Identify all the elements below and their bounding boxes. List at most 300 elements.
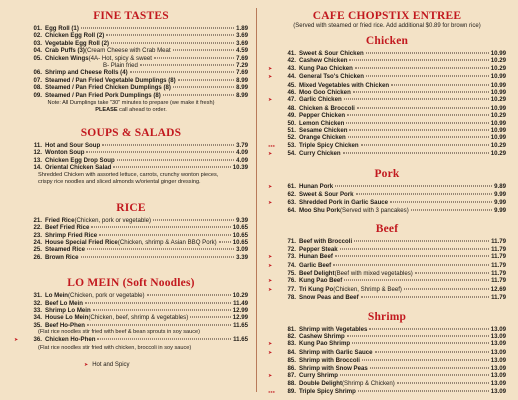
item-price: 10.65 <box>232 224 248 232</box>
menu-item <box>14 164 248 171</box>
salad-desc-1: Shredded Chicken with assorted lettuce, carrots, crunchy wonton pieces, <box>38 171 219 178</box>
dot-leader <box>335 185 492 186</box>
menu-item <box>268 238 506 245</box>
menu-item <box>268 286 506 294</box>
item-number: 25. <box>33 246 42 254</box>
item-price: 10.65 <box>232 238 248 246</box>
dot-leader <box>102 145 234 146</box>
item-price: 10.65 <box>232 231 248 239</box>
item-number: 61. <box>287 182 296 190</box>
dot-leader <box>91 227 230 228</box>
hot-spicy-icon: ➤ <box>268 341 273 348</box>
menu-item <box>268 89 506 96</box>
item-number: 48. <box>287 104 296 112</box>
pork-list <box>268 183 506 215</box>
menu-item <box>268 349 506 357</box>
item-number: 14. <box>33 164 42 172</box>
item-price: 11.65 <box>233 321 248 329</box>
item-name: Oriental Chicken Salad <box>45 164 112 172</box>
fine-tastes-list-2 <box>14 69 248 99</box>
section-title-beef: Beef <box>375 223 399 236</box>
item-desc: (Beef with mixed vegetables) <box>334 269 413 277</box>
item-price: 11.79 <box>491 253 506 261</box>
item-desc: (Chicken, pork or vegetable) <box>74 216 152 224</box>
item-price: 12.99 <box>232 306 248 314</box>
dot-leader <box>335 256 489 257</box>
dot-leader <box>404 288 489 289</box>
dot-leader <box>370 367 489 368</box>
menu-item <box>268 142 506 150</box>
hot-spicy-icon: ➤ <box>268 278 273 285</box>
item-number: 01. <box>33 25 42 32</box>
item-price: 3.09 <box>236 246 248 254</box>
dot-leader <box>366 76 489 77</box>
item-number: 12. <box>33 149 42 157</box>
item-price: 3.69 <box>236 32 248 40</box>
item-name: House Special Fried Rice <box>45 238 118 246</box>
item-desc: (Chicken, Shrimp & Beef) <box>333 285 402 293</box>
item-name: Shredded Pork in Garlic Sauce <box>299 198 389 206</box>
section-title-chopstix: CAFE CHOPSTIX ENTREE <box>312 10 462 22</box>
menu-item <box>14 55 248 62</box>
item-name: Steamed / Pan Fried Vegetable Dumplings (8) <box>45 76 176 84</box>
item-number: 86. <box>287 364 296 372</box>
dot-leader <box>178 79 234 80</box>
item-number: 23. <box>33 231 42 239</box>
item-number: 87. <box>287 372 296 379</box>
item-number: 88. <box>287 380 296 388</box>
menu-item <box>14 47 248 54</box>
item-name: Crab Puffs (3) <box>45 47 85 55</box>
menu-item <box>268 150 506 158</box>
menu-item <box>14 224 248 231</box>
dot-leader <box>356 194 493 195</box>
menu-item <box>14 246 248 253</box>
menu-item <box>268 96 506 104</box>
item-sub-label: B- Plain fried <box>103 62 138 70</box>
item-number: 83. <box>287 340 296 348</box>
item-number: 45. <box>287 81 296 89</box>
dot-leader <box>153 219 234 220</box>
item-number: 43. <box>287 64 296 72</box>
item-price: 13.09 <box>490 387 506 395</box>
item-number: 22. <box>33 224 42 232</box>
item-number: 64. <box>287 206 296 214</box>
item-name: Beef Fried Rice <box>45 224 90 232</box>
dot-leader <box>117 159 234 160</box>
item-price: 10.99 <box>490 81 506 89</box>
dot-leader <box>375 351 489 352</box>
item-number: 71. <box>287 238 296 246</box>
right-column <box>268 10 506 396</box>
item-name: Brown Rice <box>45 253 79 261</box>
dot-leader <box>87 324 231 325</box>
item-name: Shrimp with Vegetables <box>299 325 368 333</box>
menu-item <box>14 157 248 164</box>
item-price: 8.99 <box>236 76 248 84</box>
menu-item <box>14 314 248 321</box>
dot-leader <box>154 57 234 58</box>
item-name: Kung Pao Shrimp <box>299 340 351 348</box>
item-name: Shrimp Lo Mein <box>45 306 91 314</box>
item-number: 82. <box>287 332 296 340</box>
item-price: 10.99 <box>490 104 506 112</box>
hot-spicy-icon: ➤ <box>268 254 273 261</box>
item-name: General Tso's Chicken <box>299 73 365 81</box>
dot-leader <box>81 256 235 257</box>
item-number: 77. <box>287 285 296 293</box>
dot-leader <box>346 122 488 123</box>
menu-item <box>14 307 248 314</box>
item-price: 10.99 <box>490 119 506 127</box>
item-desc: (Chicken, pork or vegetable) <box>68 292 145 300</box>
menu-item <box>14 149 248 156</box>
hot-spicy-icon: ➤➤➤ <box>268 389 275 394</box>
menu-item <box>268 112 506 119</box>
item-price: 11.79 <box>491 277 506 285</box>
menu-item <box>14 142 248 149</box>
item-number: 05. <box>33 54 42 62</box>
menu-item <box>14 92 248 99</box>
menu-item <box>268 340 506 348</box>
dot-leader <box>362 360 489 361</box>
item-price: 13.09 <box>490 357 506 365</box>
item-price: 10.99 <box>490 127 506 135</box>
dot-leader <box>147 295 231 296</box>
item-name: Moo Shu Pork <box>299 206 340 214</box>
item-name: Shrimp with Snow Peas <box>299 364 368 372</box>
item-name: Sweet & Sour Chicken <box>299 50 364 57</box>
item-price: 7.69 <box>236 69 248 77</box>
dot-leader <box>81 28 234 29</box>
dot-leader <box>358 390 489 391</box>
item-price: 10.29 <box>490 112 506 120</box>
item-price: 13.09 <box>490 332 506 340</box>
item-price: 11.49 <box>233 299 248 307</box>
menu-item <box>268 270 506 277</box>
item-name: Triple Spicy Shrimp <box>299 387 356 395</box>
item-name: Shrimp Fried Rice <box>45 231 98 239</box>
item-price: 10.29 <box>490 96 506 104</box>
item-desc: (Cream Cheese with Crab Meat <box>84 47 171 55</box>
item-name: Steamed / Pan Fried Pork Dumplings (8) <box>45 91 161 99</box>
item-number: 33. <box>33 306 42 314</box>
salad-desc-2: crispy rice noodles and sliced almonds w/oriental ginger dressing. <box>38 178 201 185</box>
item-price: 9.99 <box>494 198 506 206</box>
chicken-hophen-desc: (Flat rice noodles stir fried with chicken, broccoli in soy sauce) <box>38 344 192 351</box>
menu-item <box>268 120 506 127</box>
item-number: 72. <box>287 245 296 253</box>
item-number: 41. <box>287 50 296 57</box>
menu-item <box>14 254 248 261</box>
item-number: 81. <box>287 325 296 333</box>
item-name: Shrimp and Cheese Rolls (4) <box>45 69 128 77</box>
dot-leader <box>352 343 489 344</box>
item-price: 13.09 <box>490 364 506 372</box>
dot-leader <box>106 35 234 36</box>
dot-leader <box>354 241 489 242</box>
item-number: 35. <box>33 321 42 329</box>
item-name: Kung Pao Chicken <box>299 64 353 72</box>
item-number: 26. <box>33 253 42 261</box>
hot-spicy-icon: ➤ <box>268 286 273 293</box>
item-number: 63. <box>287 198 296 206</box>
dot-leader <box>391 84 489 85</box>
item-price: 7.29 <box>236 62 248 70</box>
dot-leader <box>219 241 231 242</box>
item-name: Steamed / Pan Fried Chicken Dumplings (8) <box>45 84 171 92</box>
item-name: Vegetable Egg Roll (2) <box>45 39 109 47</box>
dot-leader <box>390 201 492 202</box>
item-number: 24. <box>33 238 42 246</box>
item-number: 32. <box>33 299 42 307</box>
item-name: Chicken Ho-Phen <box>45 336 96 344</box>
item-name: Fried Rice <box>45 216 75 224</box>
hot-spicy-icon: ➤ <box>14 337 19 344</box>
item-name: Lemon Chicken <box>299 119 345 127</box>
hot-spicy-icon: ➤ <box>268 262 273 269</box>
item-price: 9.89 <box>494 182 506 190</box>
menu-item <box>14 239 248 246</box>
menu-item <box>268 199 506 207</box>
item-name: Orange Chicken <box>299 134 346 142</box>
dot-leader <box>355 67 489 68</box>
item-name: Pepper Chicken <box>299 112 346 120</box>
menu-item <box>14 40 248 47</box>
soups-list <box>14 142 248 172</box>
item-name: Kung Pao Beef <box>299 277 343 285</box>
section-title-rice: RICE <box>116 201 146 214</box>
menu-item <box>14 69 248 76</box>
item-name: Steamed Rice <box>45 246 85 254</box>
item-number: 42. <box>287 57 296 65</box>
beef-list <box>268 238 506 301</box>
dot-leader <box>190 317 230 318</box>
hot-spicy-icon: ➤ <box>268 74 273 81</box>
entree-note: (Served with steamed or fried rice. Add additional $0.89 for brown rice) <box>293 23 481 29</box>
item-price: 10.29 <box>232 292 248 300</box>
dot-leader <box>361 144 489 145</box>
item-name: Beef Delight <box>299 269 335 277</box>
item-number: 74. <box>287 261 296 269</box>
item-number: 50. <box>287 119 296 127</box>
item-name: Hunan Pork <box>299 182 334 190</box>
item-desc: (Served with 3 pancakes) <box>339 206 409 214</box>
dot-leader <box>113 167 230 168</box>
item-price: 13.09 <box>490 348 506 356</box>
menu-item <box>14 300 248 307</box>
item-number: 85. <box>287 357 296 365</box>
dot-leader <box>344 280 489 281</box>
item-price: 3.79 <box>236 142 248 150</box>
item-name: Curry Shrimp <box>299 372 338 379</box>
menu-item <box>268 127 506 134</box>
dot-leader <box>369 328 488 329</box>
menu-item <box>268 326 506 333</box>
menu-item <box>268 73 506 81</box>
lo-mein-list <box>14 292 248 329</box>
menu-item <box>14 25 248 32</box>
dot-leader <box>333 264 489 265</box>
menu-item <box>268 57 506 64</box>
item-number: 47. <box>287 96 296 104</box>
hot-spicy-icon: ➤ <box>268 199 273 206</box>
menu-item <box>14 84 248 91</box>
item-number: 04. <box>33 47 42 55</box>
menu-item <box>14 336 248 344</box>
menu-item <box>268 262 506 270</box>
item-price: 10.39 <box>232 164 248 172</box>
menu-item <box>268 183 506 191</box>
item-name: Egg Roll (1) <box>45 25 79 32</box>
item-name: Garlic Beef <box>299 261 332 269</box>
item-name: Beef Lo Mein <box>45 299 83 307</box>
item-number: 46. <box>287 89 296 97</box>
item-number: 36. <box>33 336 42 344</box>
dot-leader <box>99 234 231 235</box>
item-name: Shrimp with Garlic Sauce <box>299 348 373 356</box>
menu-item <box>268 333 506 340</box>
item-name: Cashew Chicken <box>299 57 348 65</box>
menu-item <box>268 50 506 57</box>
item-number: 02. <box>33 32 42 40</box>
item-number: 84. <box>287 348 296 356</box>
hot-spicy-icon: ➤ <box>268 183 273 190</box>
dot-leader <box>415 272 489 273</box>
menu-item <box>14 292 248 299</box>
menu-item <box>14 322 248 329</box>
hot-spicy-icon: ➤➤➤ <box>268 143 275 148</box>
item-name: Triple Spicy Chicken <box>299 141 359 149</box>
item-price: 11.65 <box>233 336 248 344</box>
item-name: Garlic Chicken <box>299 96 342 104</box>
item-name: Snow Peas and Beef <box>299 294 359 302</box>
item-price: 11.79 <box>491 294 506 302</box>
rice-list <box>14 217 248 261</box>
dot-leader <box>87 249 234 250</box>
menu-item <box>268 134 506 141</box>
item-price: 4.59 <box>236 47 248 55</box>
menu-item <box>268 294 506 301</box>
menu-item-sub <box>14 62 248 69</box>
item-number: 08. <box>33 84 42 92</box>
menu-item <box>268 365 506 372</box>
dot-leader <box>366 53 489 54</box>
dot-leader <box>163 94 234 95</box>
left-column <box>14 10 248 368</box>
item-desc: (Chicken, beef, shrimp & vegetables) <box>88 314 189 322</box>
menu-item <box>268 372 506 380</box>
menu-item <box>268 246 506 253</box>
section-title-pork: Pork <box>374 167 400 180</box>
dot-leader <box>173 50 234 51</box>
menu-item <box>14 232 248 239</box>
menu-item <box>268 357 506 364</box>
dot-leader <box>361 297 489 298</box>
menu-item <box>268 207 506 214</box>
dot-leader <box>340 375 489 376</box>
item-price: 10.29 <box>490 57 506 65</box>
item-name: Moo Goo Chicken <box>299 89 351 97</box>
item-name: Beef Ho-Phen <box>45 321 85 329</box>
item-number: 13. <box>33 156 42 164</box>
dumpling-note-2: PLEASE call ahead to order. <box>95 107 167 114</box>
item-number: 75. <box>287 269 296 277</box>
item-name: Lo Mein <box>45 292 69 300</box>
dot-leader <box>348 137 489 138</box>
section-title-chicken: Chicken <box>365 35 409 47</box>
item-price: 8.99 <box>236 91 248 99</box>
item-name: Chicken & Broccoli <box>299 104 355 112</box>
item-price: 10.29 <box>490 150 506 158</box>
dumpling-note: Note: All Dumplings take "30" minutes to prepare (we make it fresh) <box>47 100 215 107</box>
menu-item <box>268 82 506 89</box>
item-name: Chicken Egg Drop Soup <box>45 156 115 164</box>
item-name: Hot and Sour Soup <box>45 142 101 150</box>
item-desc: (4A- Hot, spicy & sweet <box>88 54 152 62</box>
menu-item <box>268 388 506 396</box>
item-price: 11.79 <box>491 269 506 277</box>
item-price: 11.79 <box>491 261 506 269</box>
item-name: Double Delight <box>299 380 342 388</box>
item-price: 10.29 <box>490 64 506 72</box>
item-price: 9.39 <box>236 216 248 224</box>
item-number: 06. <box>33 69 42 77</box>
hot-spicy-icon: ➤ <box>268 349 273 356</box>
menu-item <box>14 77 248 84</box>
dot-leader <box>397 383 489 384</box>
item-price: 4.09 <box>236 156 248 164</box>
item-price: 11.79 <box>491 238 506 246</box>
item-number: 52. <box>287 134 296 142</box>
item-price: 1.89 <box>236 25 248 32</box>
dot-leader <box>347 335 489 336</box>
item-price: 10.99 <box>490 73 506 81</box>
item-price: 8.99 <box>236 84 248 92</box>
item-price: 4.09 <box>236 149 248 157</box>
item-price: 10.99 <box>490 89 506 97</box>
column-divider <box>256 8 257 392</box>
item-price: 10.29 <box>490 141 506 149</box>
menu-item <box>14 217 248 224</box>
item-name: Pepper Steak <box>299 245 338 253</box>
hot-spicy-icon: ➤ <box>84 361 89 368</box>
hot-spicy-icon: ➤ <box>268 65 273 72</box>
item-name: Hunan Beef <box>299 253 333 261</box>
section-title-lo-mein: LO MEIN (Soft Noodles) <box>67 277 195 290</box>
item-number: 21. <box>33 216 42 224</box>
item-name: Chicken Wings <box>45 54 89 62</box>
item-price: 9.99 <box>494 206 506 214</box>
item-price: 9.99 <box>494 191 506 199</box>
item-number: 07. <box>33 76 42 84</box>
dot-leader <box>111 42 234 43</box>
item-number: 44. <box>287 73 296 81</box>
item-name: Wonton Soup <box>45 149 85 157</box>
item-price: 13.09 <box>490 372 506 379</box>
item-name: Cashew Shrimp <box>299 332 345 340</box>
chicken-list <box>268 50 506 159</box>
item-number: 53. <box>287 141 296 149</box>
item-number: 73. <box>287 253 296 261</box>
dot-leader <box>347 115 489 116</box>
item-number: 03. <box>33 39 42 47</box>
item-name: Mixed Vegetables with Chicken <box>299 81 390 89</box>
item-number: 62. <box>287 191 296 199</box>
dot-leader <box>353 92 489 93</box>
item-price: 12.99 <box>232 314 248 322</box>
item-name: Sweet & Sour Pork <box>299 191 354 199</box>
